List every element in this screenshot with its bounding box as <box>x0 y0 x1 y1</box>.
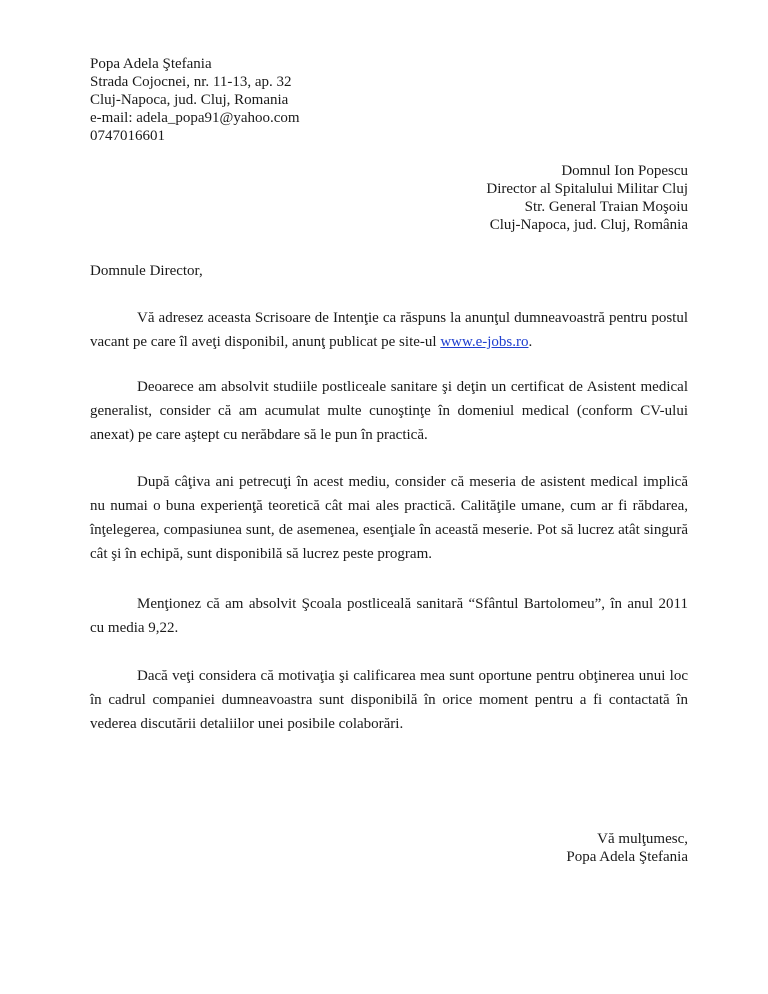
paragraph-4-text: Menţionez că am absolvit Şcoala postliceală sanitară “Sfântul Bartolomeu”, în anul 2011 cu media 9,22. <box>90 596 688 636</box>
paragraph-3-text: După câţiva ani petrecuţi în acest mediu, consider că meseria de asistent medical implică nu numai o buna experienţă teoretică cât mai ales practică. Calităţile umane, cum ar fi răbdarea, înţelegerea, compasiunea sunt, de asemenea, esenţiale în această meserie. Pot să lucrez atât singură cât şi în echipă, sunt disponibilă să lucrez peste program. <box>90 474 688 562</box>
recipient-city: Cluj-Napoca, jud. Cluj, România <box>489 217 688 233</box>
closing-block <box>566 830 688 866</box>
body-paragraph-1 <box>90 306 688 354</box>
recipient-name: Domnul Ion Popescu <box>561 163 688 179</box>
paragraph-text <box>90 306 688 354</box>
closing-thanks: Vă mulţumesc, <box>597 831 688 847</box>
salutation: Domnule Director, <box>90 263 203 279</box>
closing-signature: Popa Adela Ştefania <box>566 849 688 865</box>
recipient-street: Str. General Traian Moşoiu <box>524 199 688 215</box>
recipient-title: Director al Spitalului Militar Cluj <box>486 181 688 197</box>
sender-address-block <box>90 55 300 145</box>
paragraph-5-text: Dacă veţi considera că motivaţia şi calificarea mea sunt oportune pentru obţinerea unui loc în cadrul companiei dumneavoastra sunt disponibilă în orice moment pentru a fi contactată în vederea discutării detaliilor unei posibile colaborări. <box>90 668 688 732</box>
sender-phone: 0747016601 <box>90 128 165 144</box>
sender-name: Popa Adela Ştefania <box>90 56 212 72</box>
paragraph-2-text: Deoarece am absolvit studiile postliceale sanitare şi deţin un certificat de Asistent medical generalist, consider că am acumulat multe cunoştinţe în domeniul medical (conform CV-ului anexat) pe care aştept cu nerăbdare să le pun în practică. <box>90 379 688 443</box>
body-paragraph-2 <box>90 375 688 447</box>
body-paragraph-4 <box>90 592 688 640</box>
paragraph-1-text: Vă adresez aceasta Scrisoare de Intenţie ca răspuns la anunţul dumneavoastră pentru postul vacant pe care îl aveţi disponibil, anunţ publicat pe site-ul <box>90 310 688 350</box>
sender-email: e-mail: adela_popa91@yahoo.com <box>90 110 300 126</box>
sender-city: Cluj-Napoca, jud. Cluj, Romania <box>90 92 289 108</box>
body-paragraph-3 <box>90 470 688 566</box>
website-link[interactable]: www.e-jobs.ro <box>440 334 529 350</box>
body-paragraph-5 <box>90 664 688 736</box>
paragraph-1-end: . <box>528 334 533 350</box>
recipient-address-block <box>486 162 688 234</box>
sender-street: Strada Cojocnei, nr. 11-13, ap. 32 <box>90 74 292 90</box>
